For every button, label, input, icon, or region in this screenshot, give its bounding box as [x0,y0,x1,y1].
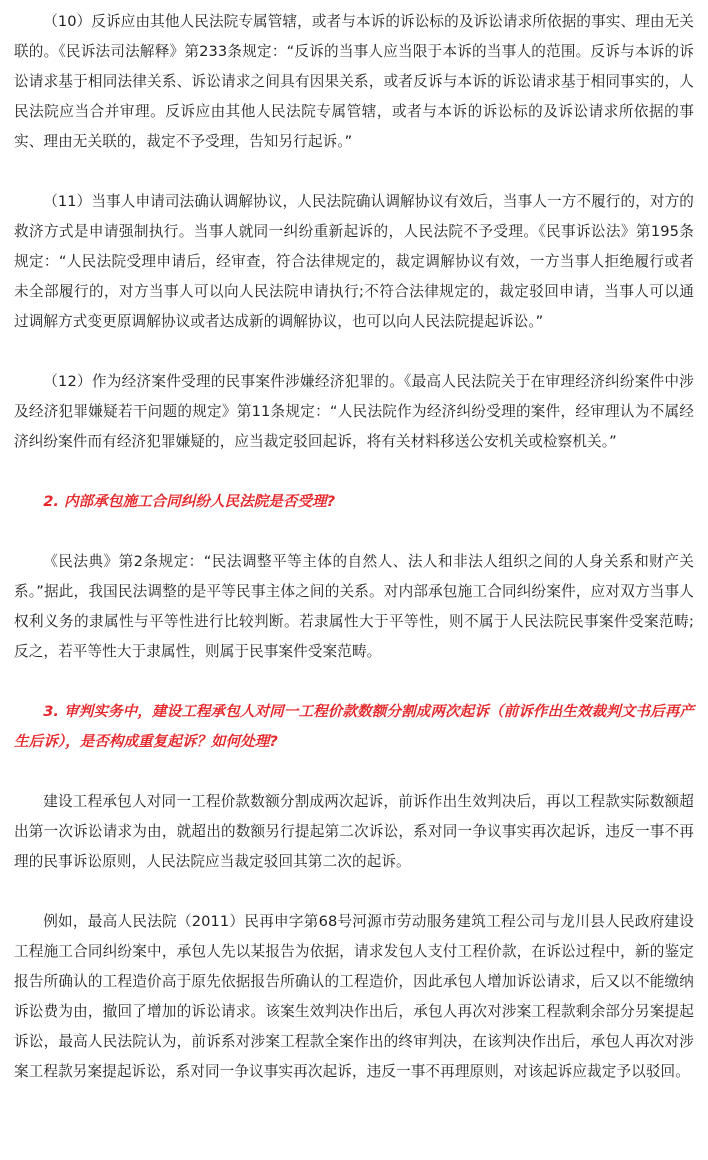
paragraph-gap [14,157,694,187]
paragraph-case-example: 例如，最高人民法院（2011）民再申字第68号河源市劳动服务建筑工程公司与龙川县人民政府建设工程施工合同纠纷案中，承包人先以某报告为依据，请求发包人支付工程价款，在诉讼过程中，新的鉴定报告所确认的工程造价高于原先依据报告所确认的工程造价，因此承包人增加诉讼请求，后又以不能缴纳诉讼费为由，撤回了增加的诉讼请求。该案生效判决作出后，承包人再次对涉案工程款剩余部分另案提起诉讼，最高人民法院认为，前诉系对涉案工程款全案作出的终审判决，在该判决作出后，承包人再次对涉案工程款另案提起诉讼，系对同一争议事实再次起诉，违反一事不再理原则，对该起诉应裁定予以驳回。 [14,913,694,1080]
paragraph-gap [14,517,694,547]
paragraph-10: （10）反诉应由其他人民法院专属管辖，或者与本诉的诉讼标的及诉讼请求所依据的事实、理由无关联的。《民诉法司法解释》第233条规定：“反诉的当事人应当限于本诉的当事人的范围。反诉与本诉的诉讼请求基于相同法律关系、诉讼请求之间具有因果关系，或者反诉与本诉的诉讼请求基于相同事实的，人民法院应当合并审理。反诉应由其他人民法院专属管辖，或者与本诉的诉讼标的及诉讼请求所依据的事实、理由无关联的，裁定不予受理，告知另行起诉。” [14,13,694,150]
paragraph-civil-code: 《民法典》第2条规定：“民法调整平等主体的自然人、法人和非法人组织之间的人身关系和财产关系。”据此，我国民法调整的是平等民事主体之间的关系。对内部承包施工合同纠纷案件，应对双方当事人权利义务的隶属性与平等性进行比较判断。若隶属性大于平等性，则不属于人民法院民事案件受案范畴;反之，若平等性大于隶属性，则属于民事案件受案范畴。 [14,553,694,660]
paragraph-gap [14,337,694,367]
paragraph-repeat-suit: 建设工程承包人对同一工程价款数额分割成两次起诉，前诉作出生效判决后，再以工程款实际数额超出第一次诉讼请求为由，就超出的数额另行提起第二次诉讼，系对同一争议事实再次起诉，违反一事不再理的民事诉讼原则，人民法院应当裁定驳回其第二次的起诉。 [14,793,694,870]
paragraph-11: （11）当事人申请司法确认调解协议，人民法院确认调解协议有效后，当事人一方不履行的，对方的救济方式是申请强制执行。当事人就同一纠纷重新起诉的，人民法院不予受理。《民事诉讼法》第195条规定：“人民法院受理申请后，经审查，符合法律规定的，裁定调解协议有效，一方当事人拒绝履行或者未全部履行的，对方当事人可以向人民法院申请执行;不符合法律规定的，裁定驳回申请，当事人可以通过调解方式变更原调解协议或者达成新的调解协议，也可以向人民法院提起诉讼。” [14,193,694,330]
paragraph-gap [14,757,694,787]
section-heading-2: 2. 内部承包施工合同纠纷人民法院是否受理? [43,493,336,510]
paragraph-gap [14,667,694,697]
paragraph-12: （12）作为经济案件受理的民事案件涉嫌经济犯罪的。《最高人民法院关于在审理经济纠纷案件中涉及经济犯罪嫌疑若干问题的规定》第11条规定：“人民法院作为经济纠纷受理的案件，经审理认为不属经济纠纷案件而有经济犯罪嫌疑的，应当裁定驳回起诉，将有关材料移送公安机关或检察机关。” [14,373,694,450]
section-heading-3: 3. 审判实务中，建设工程承包人对同一工程价款数额分割成两次起诉（前诉作出生效裁判文书后再产生后诉），是否构成重复起诉？如何处理? [14,703,694,750]
paragraph-gap [14,877,694,907]
paragraph-gap [14,457,694,487]
